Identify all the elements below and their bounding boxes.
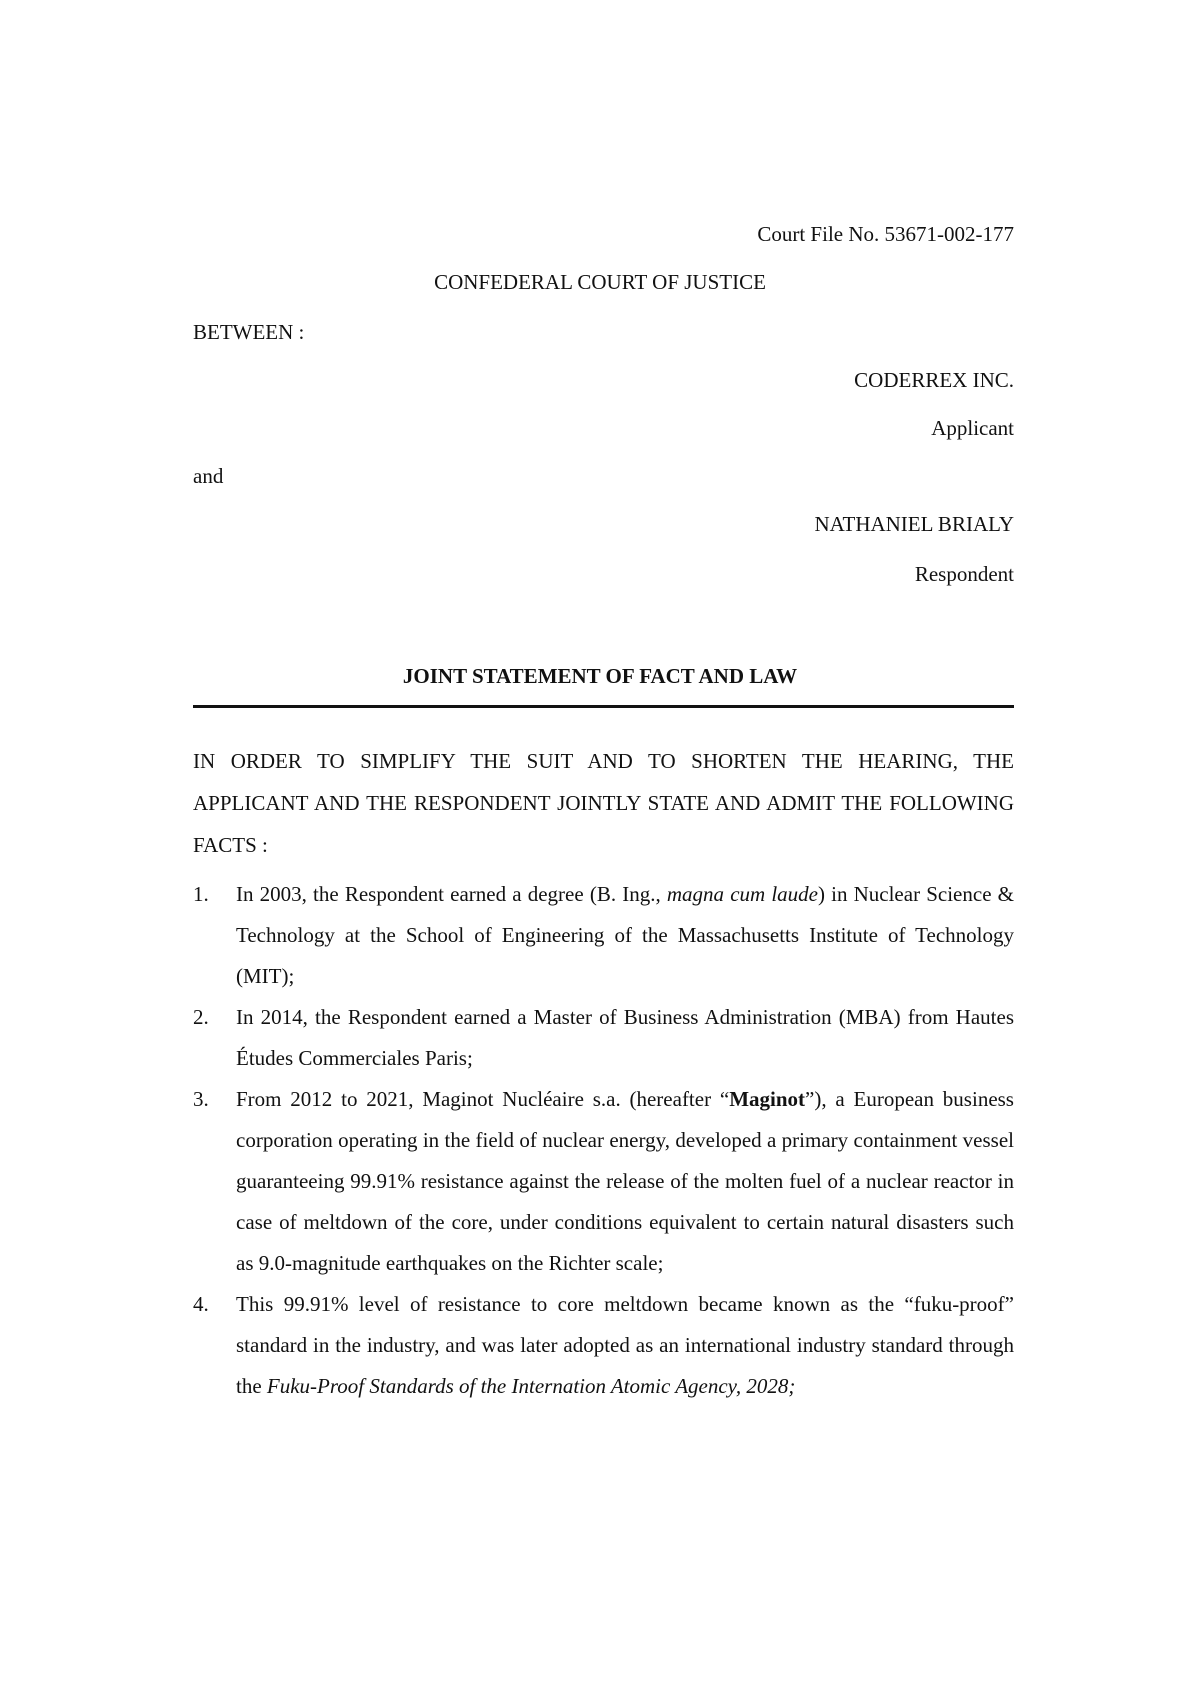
respondent-name: NATHANIEL BRIALY	[814, 512, 1014, 536]
fact-text: From 2012 to 2021, Maginot Nucléaire s.a. (hereafter “Maginot”), a European business corporation operating in the field of nuclear energy, developed a primary containment vessel guaranteeing 99.91% resistance against the release of the molten fuel of a nuclear reactor in case of meltdown of the core, under conditions equivalent to certain natural disasters such as 9.0-magnitude earthquakes on the Richter scale;	[236, 1087, 1014, 1275]
document-title: JOINT STATEMENT OF FACT AND LAW	[402, 664, 798, 688]
between-label: BETWEEN :	[193, 320, 305, 344]
fact-number: 4.	[193, 1292, 209, 1316]
applicant-role: Applicant	[931, 416, 1014, 440]
fact-text: This 99.91% level of resistance to core meltdown became known as the “fuku-proof” standard in the industry, and was later adopted as an international industry standard through the Fuku-Proof Standards of the Internation Atomic Agency, 2028;	[236, 1292, 1014, 1398]
fact-number: 1.	[193, 882, 209, 906]
applicant-name: CODERREX INC.	[854, 368, 1014, 392]
fact-number: 2.	[193, 1005, 209, 1029]
fact-number: 3.	[193, 1087, 209, 1111]
fact-item-4	[193, 1284, 1014, 1407]
fact-item-1	[193, 874, 1014, 997]
court-file-number: Court File No. 53671-002-177	[757, 222, 1014, 246]
facts-list	[193, 874, 1014, 1407]
fact-text: In 2014, the Respondent earned a Master of Business Administration (MBA) from Hautes Études Commerciales Paris;	[236, 1005, 1014, 1070]
intro-paragraph: IN ORDER TO SIMPLIFY THE SUIT AND TO SHORTEN THE HEARING, THE APPLICANT AND THE RESPONDENT JOINTLY STATE AND ADMIT THE FOLLOWING FACTS :	[193, 749, 1014, 857]
fact-item-3	[193, 1079, 1014, 1284]
fact-text: In 2003, the Respondent earned a degree (B. Ing., magna cum laude) in Nuclear Science & Technology at the School of Engineering of the Massachusetts Institute of Technology (MIT);	[236, 882, 1014, 988]
respondent-role: Respondent	[914, 562, 1014, 586]
title-divider	[193, 705, 1014, 708]
fact-item-2	[193, 997, 1014, 1079]
court-name: CONFEDERAL COURT OF JUSTICE	[434, 270, 766, 294]
and-label: and	[193, 464, 224, 488]
